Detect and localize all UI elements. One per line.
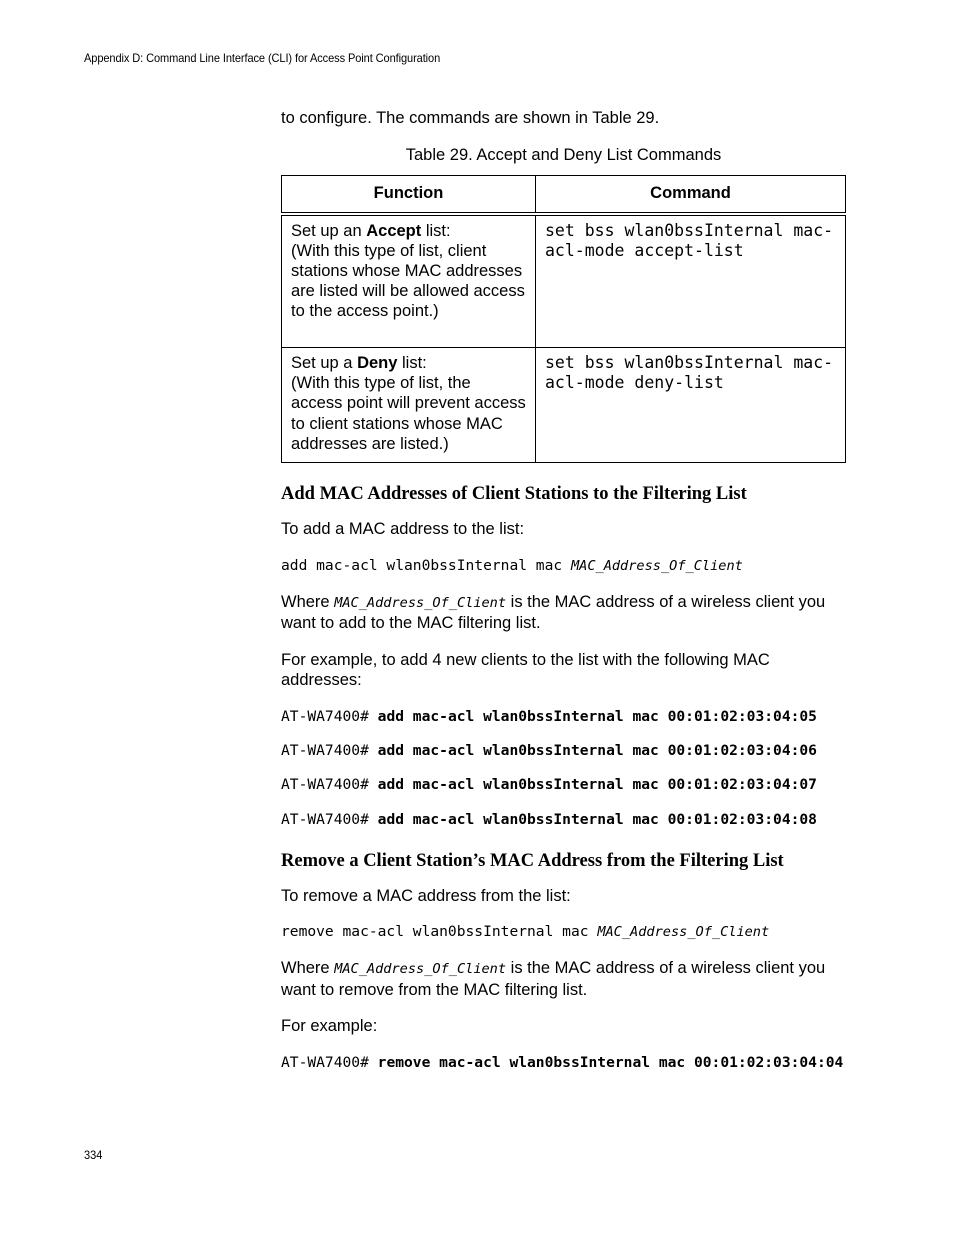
header-function: Function [282,175,536,214]
cli-command: add mac-acl wlan0bssInternal mac 00:01:02:03:04:08 [377,810,817,828]
running-header: Appendix D: Command Line Interface (CLI) for Access Point Configuration [84,51,441,65]
remove-where-paragraph [281,958,846,1000]
where-suffix: is the MAC address of a wireless client you want to remove from the MAC filtering list. [281,959,826,999]
table-caption: Table 29. Accept and Deny List Commands [405,145,722,164]
add-intro: To add a MAC address to the list: [281,520,525,539]
commands-table [281,175,846,464]
example-line [281,741,846,761]
table-row [282,348,846,463]
function-keyword: Deny [357,354,398,372]
section-heading-add: Add MAC Addresses of Client Stations to the Filtering List [281,484,747,505]
function-cell [282,348,536,463]
function-suffix: list: [421,221,451,240]
syntax-command: add mac-acl wlan0bssInternal mac [281,556,571,574]
remove-example-intro: For example: [281,1017,378,1036]
cli-prompt: AT-WA7400# [281,810,378,828]
function-keyword: Accept [366,221,422,240]
where-prefix: Where [281,959,335,978]
cli-command: add mac-acl wlan0bssInternal mac 00:01:02:03:04:07 [377,776,817,794]
intro-paragraph: to configure. The commands are shown in Table 29. [281,109,660,127]
page-number: 334 [84,1148,103,1162]
remove-syntax [281,922,846,942]
function-prefix: Set up a [291,354,358,372]
remove-intro: To remove a MAC address from the list: [281,886,571,905]
cli-prompt: AT-WA7400# [281,741,378,759]
function-suffix: list: [397,354,427,372]
example-line [281,775,846,795]
where-prefix: Where [281,592,335,611]
syntax-parameter: MAC_Address_Of_Client [597,924,770,941]
function-note: (With this type of list, client stations whose MAC addresses are listed will be allowed access to the access point.) [291,241,525,321]
cli-command: add mac-acl wlan0bssInternal mac 00:01:02:03:04:05 [377,707,817,725]
example-line [281,1053,846,1073]
function-cell [282,214,536,348]
cli-prompt: AT-WA7400# [281,776,378,794]
table-row [282,214,846,348]
where-parameter: MAC_Address_Of_Client [334,961,507,978]
add-where-paragraph [281,592,846,634]
function-note: (With this type of list, the access point will prevent access to client stations whose MAC addresses are listed.) [291,374,526,453]
header-command: Command [536,175,846,214]
syntax-parameter: MAC_Address_Of_Client [570,557,743,574]
cli-command: remove mac-acl wlan0bssInternal mac 00:01:02:03:04:04 [377,1053,844,1071]
example-line [281,810,846,830]
example-line [281,707,846,727]
where-suffix: is the MAC address of a wireless client you want to add to the MAC filtering list. [281,592,826,633]
cli-prompt: AT-WA7400# [281,1053,378,1071]
command-cell: set bss wlan0bssInternal mac-acl-mode deny-list [536,348,846,463]
section-heading-remove: Remove a Client Station’s MAC Address from the Filtering List [281,850,784,871]
add-example-intro: For example, to add 4 new clients to the list with the following MAC addresses: [281,650,770,690]
table-header-row [282,175,846,214]
function-prefix: Set up an [291,221,367,240]
cli-command: add mac-acl wlan0bssInternal mac 00:01:02:03:04:06 [377,741,817,759]
cli-prompt: AT-WA7400# [281,707,378,725]
where-parameter: MAC_Address_Of_Client [334,594,507,611]
add-syntax [281,556,846,576]
page-content [281,108,846,1087]
syntax-command: remove mac-acl wlan0bssInternal mac [281,923,598,941]
command-cell: set bss wlan0bssInternal mac-acl-mode accept-list [536,214,846,348]
